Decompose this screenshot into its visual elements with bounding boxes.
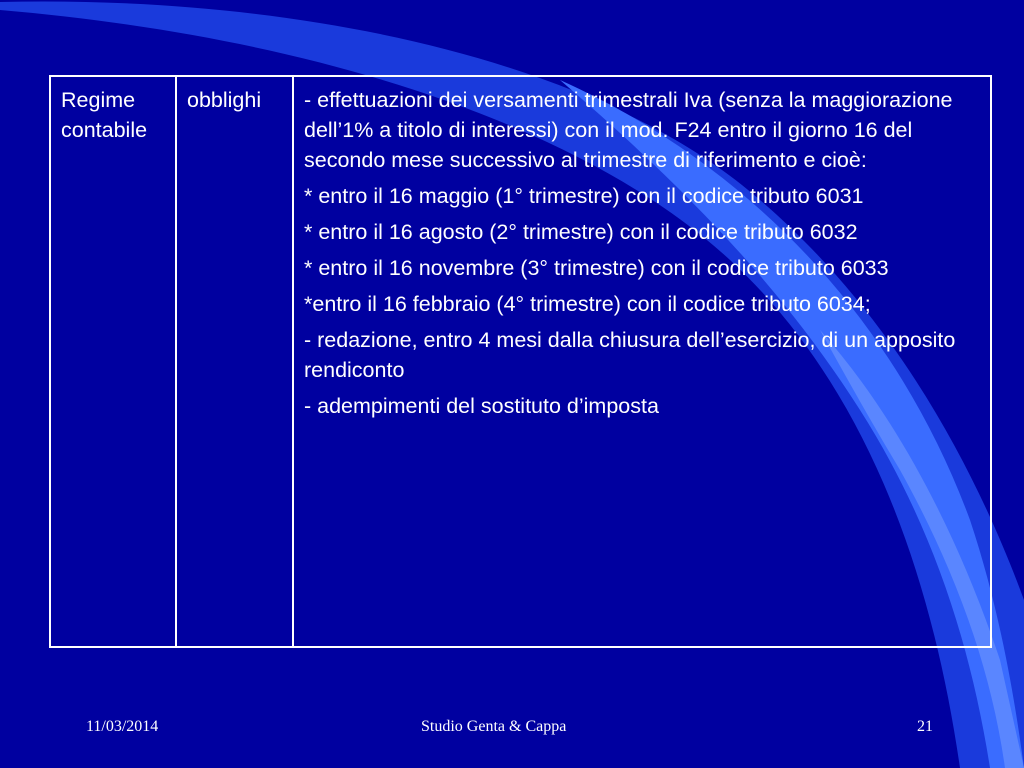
paragraph-febbraio: *entro il 16 febbraio (4° trimestre) con il codice tributo 6034; xyxy=(304,292,871,316)
paragraph-sostituto: - adempimenti del sostituto d’imposta xyxy=(304,394,659,418)
footer-title: Studio Genta & Cappa xyxy=(421,718,567,735)
obblighi-cell: obblighi xyxy=(176,76,293,647)
paragraph-agosto: * entro il 16 agosto (2° trimestre) con il codice tributo 6032 xyxy=(304,220,858,244)
table-row xyxy=(50,76,991,647)
content-table xyxy=(49,75,992,648)
paragraph-maggio: * entro il 16 maggio (1° trimestre) con il codice tributo 6031 xyxy=(304,184,864,208)
footer-date: 11/03/2014 xyxy=(86,718,159,735)
paragraph-rendiconto: - redazione, entro 4 mesi dalla chiusura dell’esercizio, di un apposito rendiconto xyxy=(304,328,956,382)
paragraph-novembre: * entro il 16 novembre (3° trimestre) con il codice tributo 6033 xyxy=(304,256,889,280)
regime-cell: Regime contabile xyxy=(50,76,176,647)
page-number: 21 xyxy=(917,718,933,735)
paragraph-versamenti: - effettuazioni dei versamenti trimestrali Iva (senza la maggiorazione dell’1% a titolo di interessi) con il mod. F24 entro il giorno 16 del secondo mese successivo al trimestre di riferimento e cioè: xyxy=(304,88,953,172)
details-cell xyxy=(293,76,991,647)
